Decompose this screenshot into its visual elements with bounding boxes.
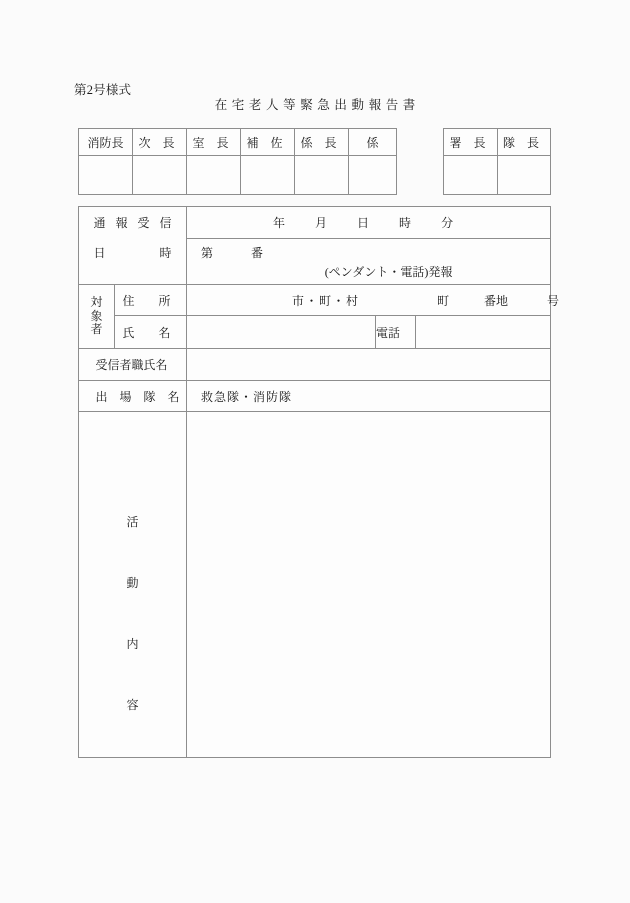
name-label-text: 氏 名 xyxy=(122,325,171,340)
stamp-cell-kakaricho[interactable] xyxy=(295,156,349,195)
approval-header-label: 室 長 xyxy=(192,135,229,150)
alarm-source-label: (ペンダント・電話)発報 xyxy=(324,265,453,279)
dispatch-unit-field[interactable] xyxy=(187,381,551,412)
address-municipality-unit: 市・町・村 xyxy=(292,294,360,308)
hour-unit: 時 xyxy=(399,216,412,230)
form-number-label: 第2号様式 xyxy=(74,83,132,97)
activity-char-2: 動 xyxy=(126,576,139,590)
call-number-cell-inner xyxy=(187,239,550,284)
subject-char-3: 者 xyxy=(90,322,103,337)
call-number-line xyxy=(201,244,263,261)
approval-header-label: 署 長 xyxy=(449,135,486,150)
activity-char-3: 内 xyxy=(126,637,139,651)
dispatch-unit-label xyxy=(79,381,187,412)
approval-header-cell xyxy=(498,129,551,156)
stamp-cell-taicho[interactable] xyxy=(498,156,551,195)
approval-header-cell xyxy=(295,129,349,156)
approval-header-cell xyxy=(133,129,187,156)
address-number-unit: 号 xyxy=(547,294,560,308)
dispatch-unit-value: 救急隊・消防隊 xyxy=(201,389,293,404)
dispatch-unit-label-text: 出 場 隊 名 xyxy=(95,389,180,404)
receiver-label xyxy=(79,349,187,381)
address-block-unit: 番地 xyxy=(484,294,509,308)
activity-label xyxy=(79,412,187,758)
approval-header-label: 次 長 xyxy=(138,135,175,150)
address-label xyxy=(115,285,187,316)
approval-header-label: 係 長 xyxy=(300,135,337,150)
table-row-dispatch-unit xyxy=(79,381,551,412)
minute-unit: 分 xyxy=(441,216,454,230)
phone-field[interactable] xyxy=(416,316,551,349)
stamp-cell-hosa[interactable] xyxy=(241,156,295,195)
subject-char-2: 象 xyxy=(90,308,103,323)
main-form-table xyxy=(78,206,560,758)
activity-content-field[interactable] xyxy=(187,412,551,758)
datetime-placeholder-line xyxy=(187,214,550,231)
subject-group-label xyxy=(79,285,115,349)
table-row-subject-address xyxy=(79,285,551,316)
approval-header-label: 消防長 xyxy=(87,135,124,150)
reception-datetime-label xyxy=(79,207,187,285)
receiver-label-text: 受信者職氏名 xyxy=(95,358,168,372)
table-row xyxy=(79,129,397,156)
address-field[interactable] xyxy=(187,285,560,316)
reception-label-stack xyxy=(94,216,172,276)
phone-label-text: 電話 xyxy=(376,325,401,340)
activity-label-vertical xyxy=(79,458,186,711)
table-row-receiver xyxy=(79,349,551,381)
call-number-field[interactable] xyxy=(187,239,551,285)
approval-header-cell xyxy=(241,129,295,156)
approval-header-cell xyxy=(187,129,241,156)
approval-header-cell xyxy=(444,129,498,156)
month-unit: 月 xyxy=(315,216,328,230)
day-unit: 日 xyxy=(357,216,370,230)
call-number-suffix: 番 xyxy=(251,246,264,260)
approval-header-cell xyxy=(349,129,397,156)
approval-table-left xyxy=(78,128,397,195)
approval-header-cell xyxy=(79,129,133,156)
subject-group-label-vertical xyxy=(79,296,114,336)
stamp-cell-shocho-station[interactable] xyxy=(444,156,498,195)
subject-char-1: 対 xyxy=(90,295,103,310)
approval-header-label: 隊 長 xyxy=(503,135,540,150)
table-row-activity xyxy=(79,412,551,758)
table-row xyxy=(79,156,397,195)
approval-table-right xyxy=(443,128,551,195)
phone-label xyxy=(376,316,416,349)
year-unit: 年 xyxy=(273,216,286,230)
approval-header-label: 補 佐 xyxy=(246,135,283,150)
name-label xyxy=(115,316,187,349)
address-town-unit: 町 xyxy=(437,294,450,308)
activity-char-4: 容 xyxy=(126,698,139,712)
stamp-cell-jicho[interactable] xyxy=(133,156,187,195)
receiver-field[interactable] xyxy=(187,349,551,381)
stamp-cell-shocho[interactable] xyxy=(79,156,133,195)
stamp-cell-shitsucho[interactable] xyxy=(187,156,241,195)
reception-datetime-field[interactable] xyxy=(187,207,551,239)
table-row-subject-name xyxy=(79,316,551,349)
activity-char-1: 活 xyxy=(126,515,139,529)
call-number-prefix: 第 xyxy=(201,246,214,260)
page-title: 在宅老人等緊急出動報告書 xyxy=(214,98,420,112)
table-row xyxy=(444,129,551,156)
reception-label-line1: 通報受信 xyxy=(93,215,172,230)
stamp-cell-kakari[interactable] xyxy=(349,156,397,195)
approval-header-label: 係 xyxy=(366,135,379,150)
address-placeholder-line xyxy=(187,285,560,315)
name-field[interactable] xyxy=(187,316,376,349)
address-label-text: 住 所 xyxy=(122,293,171,308)
table-row-reception-datetime xyxy=(79,207,551,239)
reception-label-line2: 日 時 xyxy=(93,245,172,260)
table-row xyxy=(444,156,551,195)
